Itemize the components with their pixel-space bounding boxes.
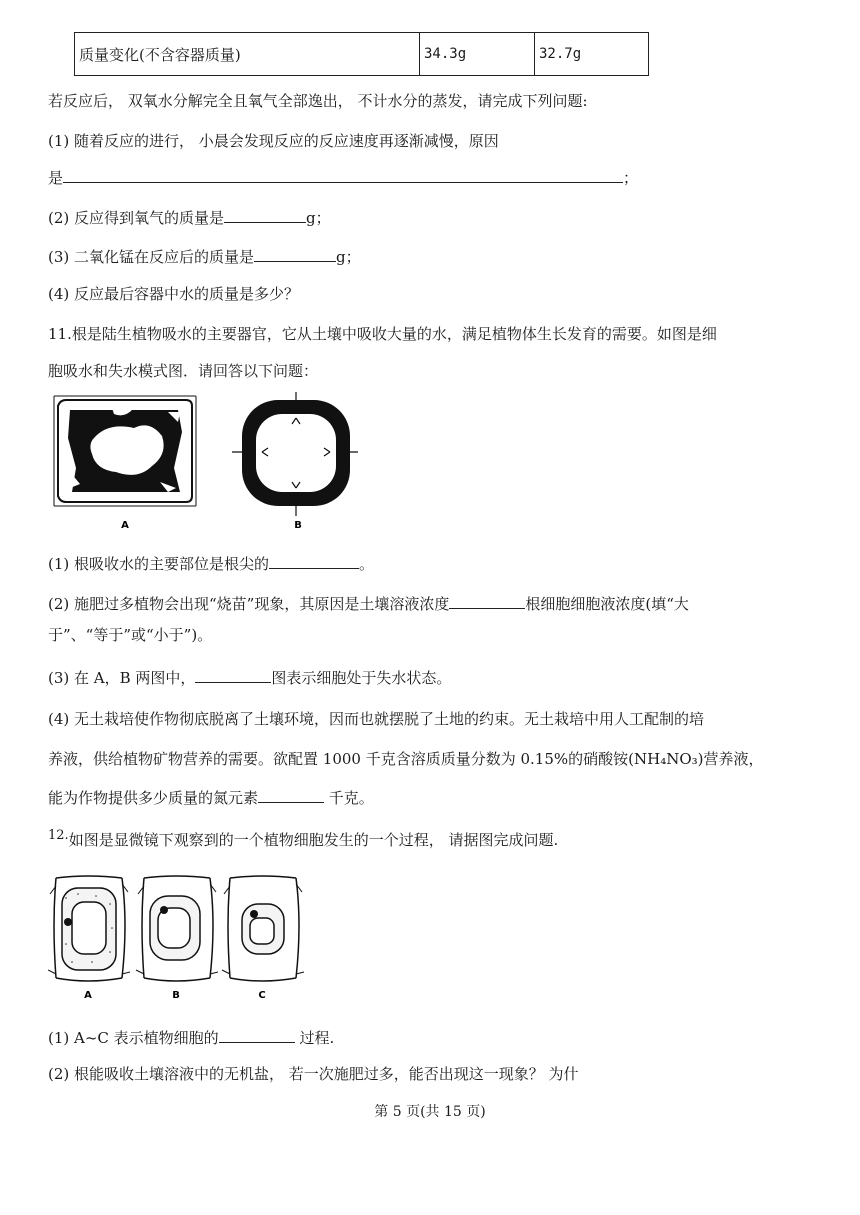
cell-water-diagram	[50, 388, 360, 534]
q12-part2: (2) 根能吸收土壤溶液中的无机盐， 若一次施肥过多，能否出现这一现象？ 为什	[48, 1065, 579, 1083]
page-footer: 第 5 页(共 15 页)	[374, 1104, 486, 1120]
q11-part4-line2: 养液，供给植物矿物营养的需要。欲配置 1000 千克含溶质质量分数为 0.15%的硝酸铵(NH₄NO₃)营养液，	[48, 750, 764, 768]
fig-label-b: B	[294, 520, 302, 531]
q10-part1-line2: 是 ；	[48, 166, 638, 188]
fig-label-b: B	[172, 990, 180, 1001]
q12-stem: $^{12.}$如图是显微镜下观察到的一个植物细胞发生的一个过程， 请据图完成问题.	[48, 828, 559, 849]
table-row-label: 质量变化(不含容器质量)	[75, 33, 420, 76]
answer-blank[interactable]	[258, 786, 324, 803]
q10-intro: 若反应后， 双氧水分解完全且氧气全部逸出， 不计水分的蒸发，请完成下列问题:	[48, 92, 588, 110]
answer-blank[interactable]	[254, 245, 336, 262]
fig-label-a: A	[121, 520, 129, 531]
cell-c-figure	[222, 876, 304, 1001]
q11-part4-line3: 能为作物提供多少质量的氮元素 千克。	[48, 786, 374, 808]
mass-table	[74, 32, 649, 76]
answer-blank[interactable]	[195, 666, 271, 683]
q11-part2-line1: (2) 施肥过多植物会出现“烧苗”现象，其原因是土壤溶液浓度 根细胞细胞液浓度(填“大	[48, 592, 689, 614]
answer-blank[interactable]	[449, 592, 525, 609]
cell-b-figure	[136, 876, 218, 1001]
q10-part3: (3) 二氧化锰在反应后的质量是 g；	[48, 245, 361, 267]
q11-stem-line1: 11.根是陆生植物吸水的主要器官，它从土壤中吸收大量的水，满足植物体生长发育的需要。如图是细	[48, 325, 717, 343]
cell-b-figure	[232, 392, 358, 531]
table-value-1: 34.3g	[420, 33, 535, 76]
q10-part4: (4) 反应最后容器中水的质量是多少？	[48, 285, 300, 303]
cell-a-figure	[48, 876, 130, 1001]
answer-blank[interactable]	[269, 552, 359, 569]
q11-part4-line1: (4) 无土栽培使作物彻底脱离了土壤环境，因而也就摆脱了土地的约束。无土栽培中用人工配制的培	[48, 710, 705, 728]
q10-part2: (2) 反应得到氧气的质量是 g；	[48, 206, 331, 228]
q11-part3: (3) 在 A，B 两图中， 图表示细胞处于失水状态。	[48, 666, 451, 688]
q12-part1: (1) A~C 表示植物细胞的 过程.	[48, 1026, 334, 1048]
q10-part1-line1: (1) 随着反应的进行， 小晨会发现反应的反应速度再逐渐减慢，原因	[48, 132, 499, 150]
q11-stem-line2: 胞吸水和失水模式图．请回答以下问题：	[48, 362, 319, 380]
fig-label-a: A	[84, 990, 92, 1001]
fig-label-c: C	[258, 990, 266, 1001]
q12-number: 12.	[48, 828, 69, 843]
answer-blank[interactable]	[63, 166, 623, 183]
answer-blank[interactable]	[224, 206, 306, 223]
cell-a-figure	[54, 396, 196, 531]
table-value-2: 32.7g	[535, 33, 649, 76]
q11-part1: (1) 根吸收水的主要部位是根尖的 。	[48, 552, 374, 574]
table-row	[75, 33, 649, 76]
plasmolysis-diagram	[48, 874, 310, 1004]
q11-part2-line2: 于”、“等于”或“小于”)。	[48, 626, 213, 644]
answer-blank[interactable]	[219, 1026, 295, 1043]
